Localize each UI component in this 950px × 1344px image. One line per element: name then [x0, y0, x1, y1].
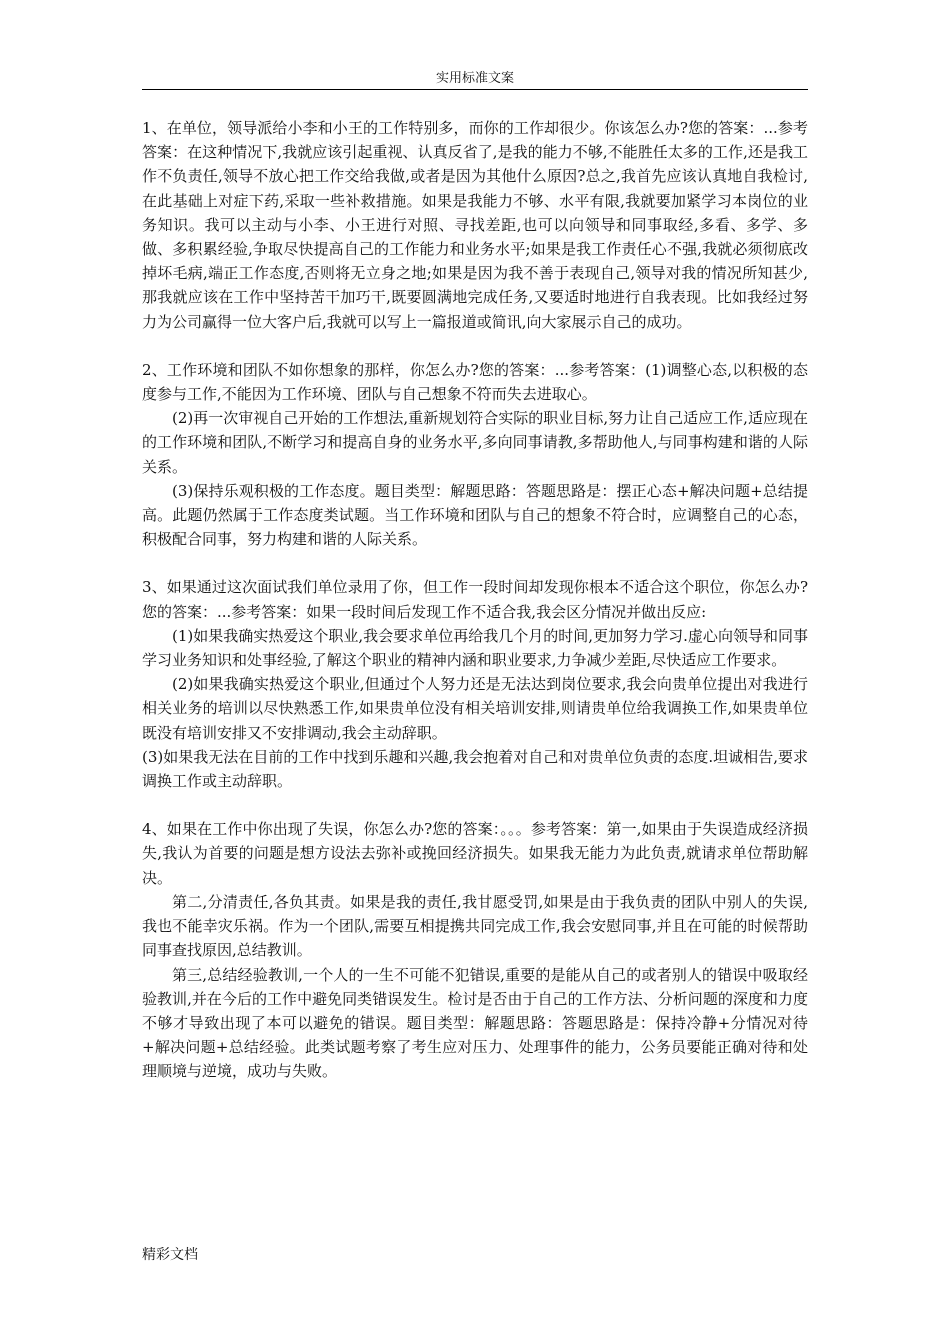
page-header: 实用标准文案: [435, 71, 514, 86]
question-3-point-2: (2)如果我确实热爱这个职业,但通过个人努力还是无法达到岗位要求,我会向贵单位提出对我进行相关业务的培训以尽快熟悉工作,如果贵单位没有相关培训安排,则请贵单位给我调换工作,如果贵单位既没有培训安排又不安排调动,我会主动辞职。: [142, 675, 808, 742]
question-4-point-2: 第二,分清责任,各负其责。如果是我的责任,我甘愿受罚,如果是由于我负责的团队中别人的失误,我也不能幸灾乐祸。作为一个团队,需要互相提携共同完成工作,我会安慰同事,并且在可能的时候帮助同事查找原因,总结教训。: [142, 892, 808, 960]
question-1-paragraph: 1、在单位，领导派给小李和小王的工作特别多，而你的工作却很少。你该怎么办?您的答案：...参考答案：在这种情况下,我就应该引起重视、认真反省了,是我的能力不够,不能胜任太多的工作,还是我工作不负责任,领导不放心把工作交给我做,或者是因为其他什么原因?总之,我首先应该认真地自我检讨,在此基础上对症下药,采取一些补救措施。如果是我能力不够、水平有限,我就要加紧学习本岗位的业务知识。我可以主动与小李、小王进行对照、寻找差距,也可以向领导和同事取经,多看、多学、多做、多积累经验,争取尽快提高自己的工作能力和业务水平;如果是我工作责任心不强,我就必须彻底改掉坏毛病,端正工作态度,否则将无立身之地;如果是因为我不善于表现自己,领导对我的情况所知甚少,那我就应该在工作中坚持苦干加巧干,既要圆满地完成任务,又要适时地进行自我表现。比如我经过努力为公司赢得一位大客户后,我就可以写上一篇报道或简讯,向大家展示自己的成功。: [142, 119, 808, 331]
question-3-point-1: (1)如果我确实热爱这个职业,我会要求单位再给我几个月的时间,更加努力学习.虚心向领导和同事学习业务知识和处事经验,了解这个职业的精神内涵和职业要求,力争减少差距,尽快适应工作要求。: [142, 626, 808, 670]
question-2-paragraph: 2、工作环境和团队不如你想象的那样，你怎么办?您的答案：...参考答案：(1)调整心态,以积极的态度参与工作,不能因为工作环境、团队与自己想象不符而失去进取心。: [142, 360, 808, 404]
question-4-paragraph: 4、如果在工作中你出现了失误，你怎么办?您的答案：。。。参考答案：第一,如果由于失误造成经济损失,我认为首要的问题是想方设法去弥补或挽回经济损失。如果我无能力为此负责,就请求单位帮助解决。: [142, 820, 808, 887]
page-footer: 精彩文档: [142, 1247, 198, 1263]
question-2-point-3: (3)保持乐观积极的工作态度。题目类型：解题思路：答题思路是：摆正心态+解决问题+总结提高。此题仍然属于工作态度类试题。当工作环境和团队与自己的想象不符合时，应调整自己的心态，积极配合同事，努力构建和谐的人际关系。: [142, 481, 808, 549]
question-2-point-2: (2)再一次审视自己开始的工作想法,重新规划符合实际的职业目标,努力让自己适应工作,适应现在的工作环境和团队,不断学习和提高自身的业务水平,多向同事请教,多帮助他人,与同事构建和谐的人际关系。: [142, 409, 808, 476]
question-4-point-3: 第三,总结经验教训,一个人的一生不可能不犯错误,重要的是能从自己的或者别人的错误中吸取经验教训,并在今后的工作中避免同类错误发生。检讨是否由于自己的工作方法、分析问题的深度和力度不够才导致出现了本可以避免的错误。题目类型：解题思路：答题思路是：保持冷静+分情况对待+解决问题+总结经验。此类试题考察了考生应对压力、处理事件的能力，公务员要能正确对待和处理顺境与逆境，成功与失败。: [142, 965, 808, 1081]
document-body: [142, 116, 808, 1084]
question-3-paragraph: 3、如果通过这次面试我们单位录用了你，但工作一段时间却发现你根本不适合这个职位，你怎么办?您的答案：...参考答案：如果一段时间后发现工作不适合我,我会区分情况并做出反应:: [142, 578, 808, 621]
question-3-point-3: (3)如果我无法在目前的工作中找到乐趣和兴趣,我会抱着对自己和对贵单位负责的态度.坦诚相告,要求调换工作或主动辞职。: [142, 747, 808, 791]
header-divider: [142, 89, 808, 90]
